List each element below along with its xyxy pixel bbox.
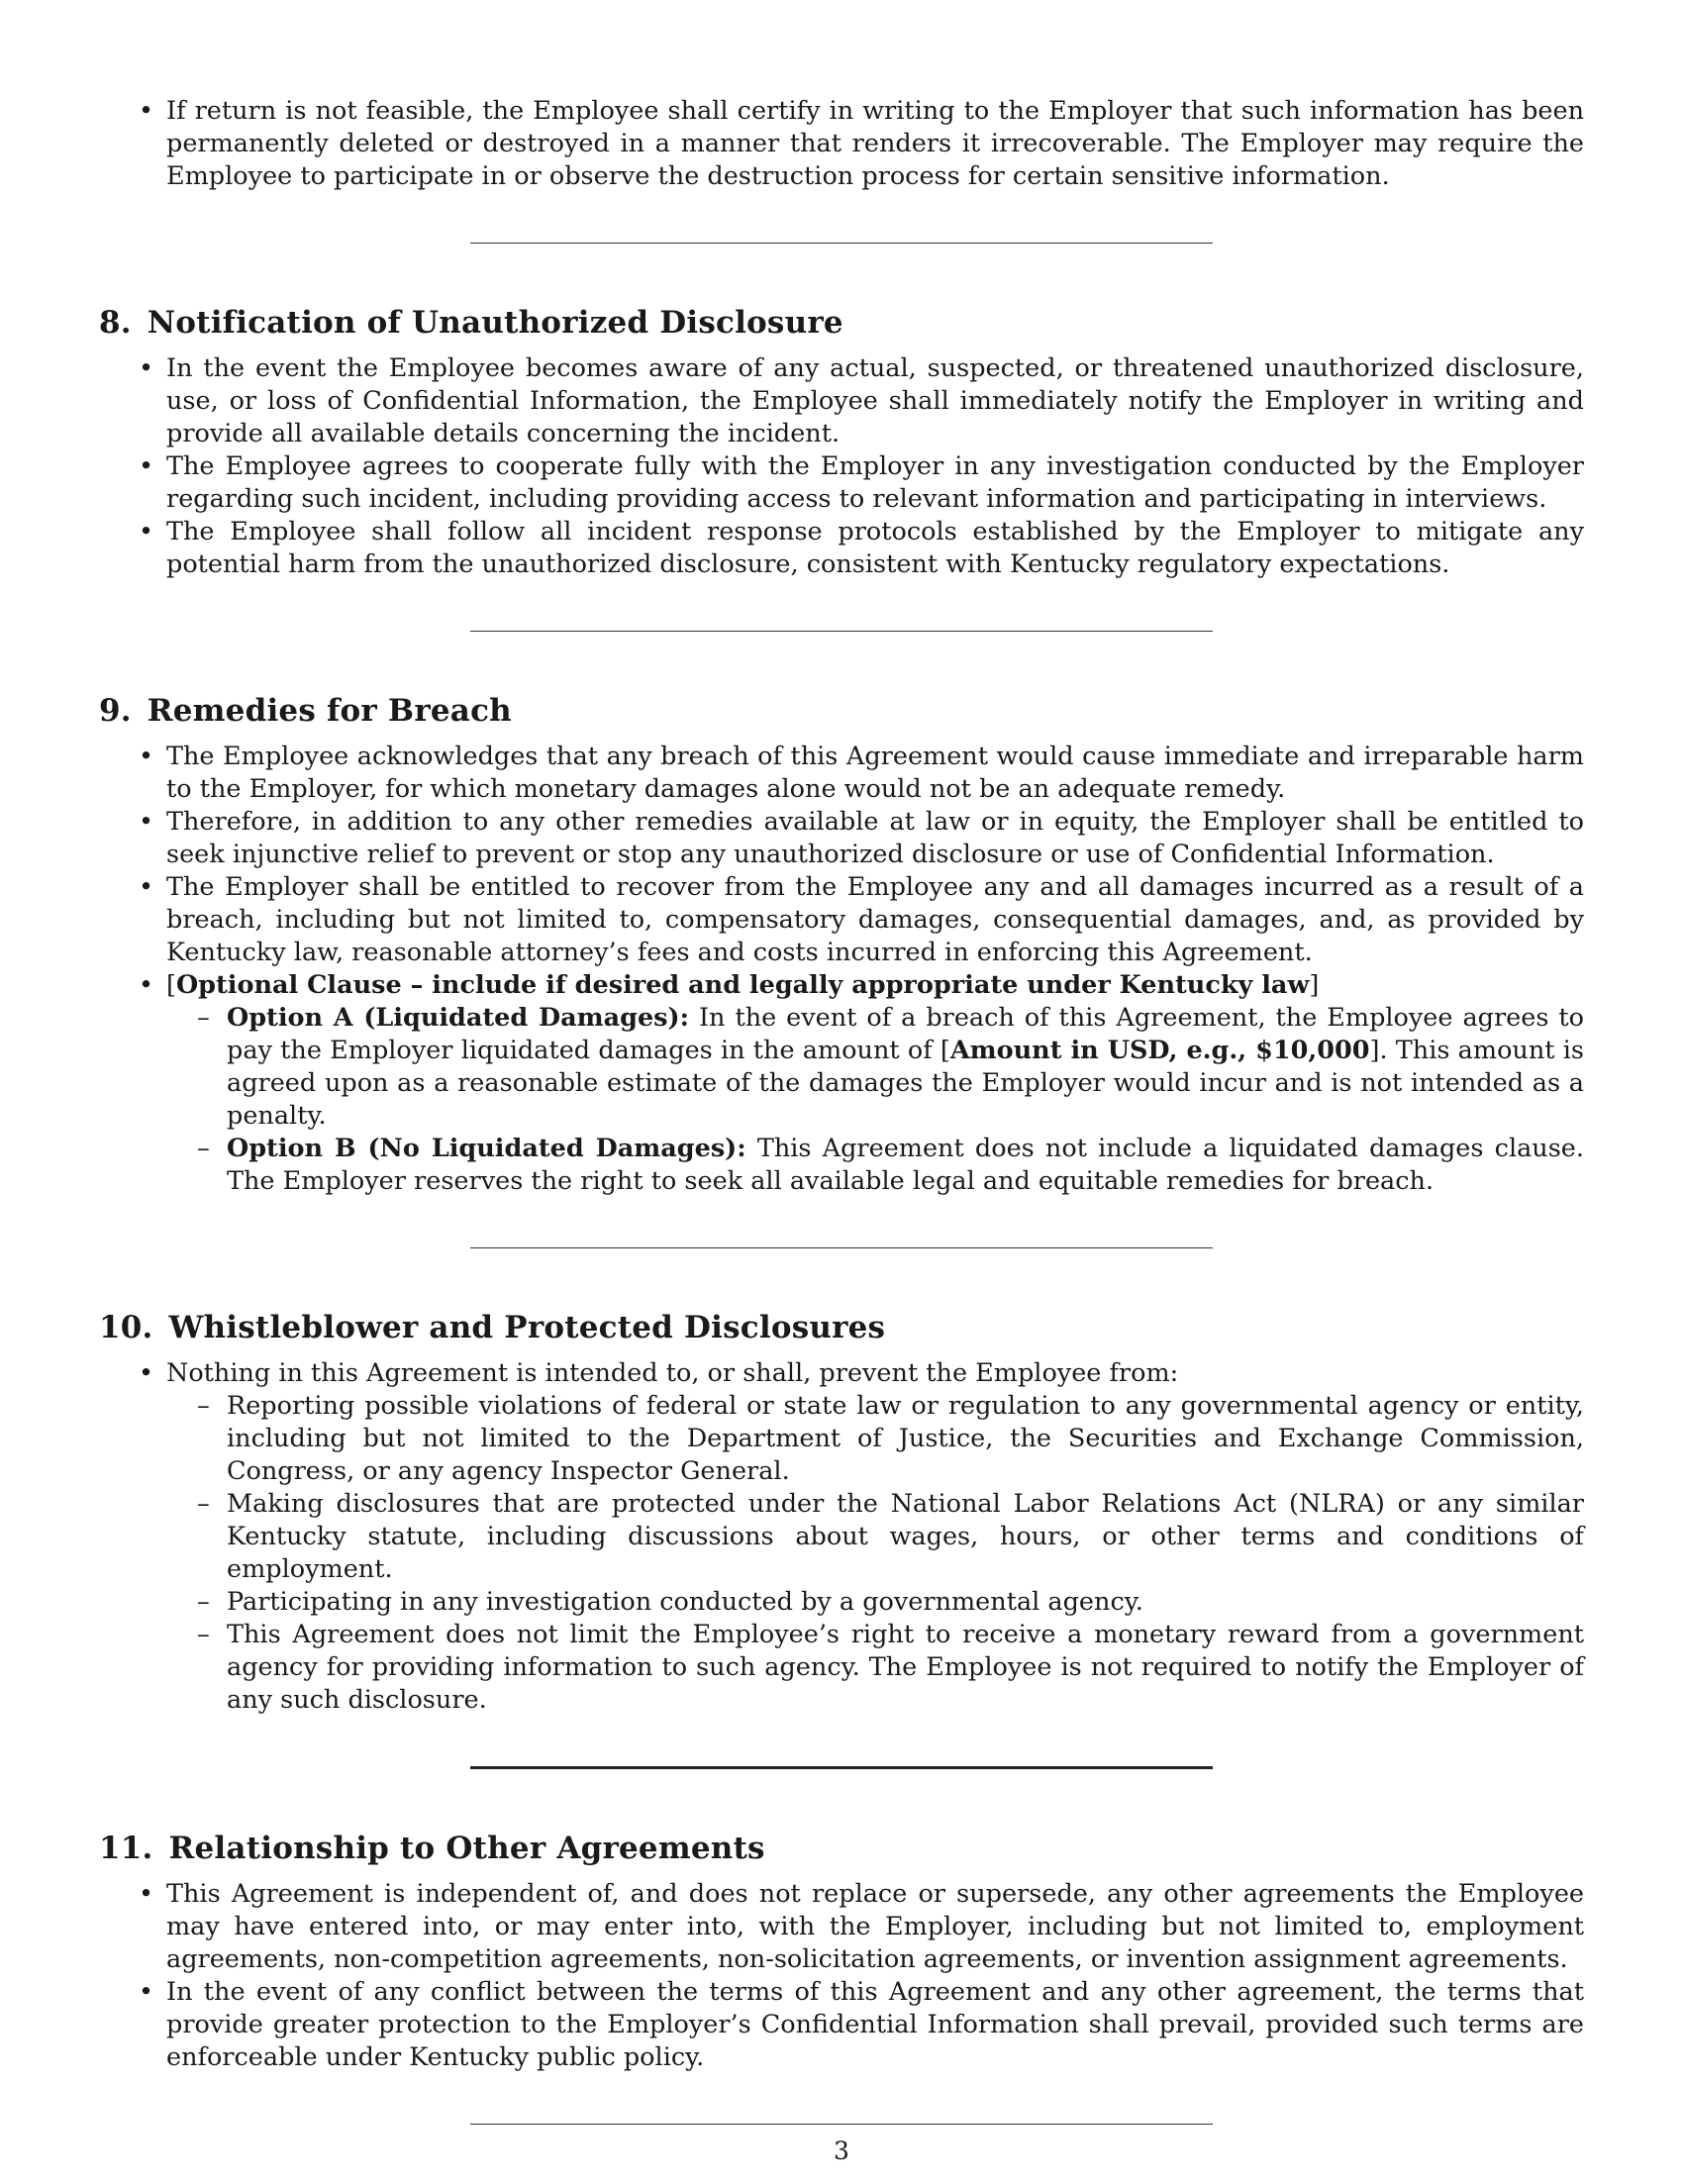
option-a-label: Option A (Liquidated Damages):: [227, 1003, 690, 1033]
section-heading-10: [99, 1308, 1584, 1347]
section-divider: [470, 1247, 1213, 1248]
section-heading-8: [99, 303, 1584, 343]
section-number: 10.: [99, 1310, 153, 1345]
bullet-item: • The Employee acknowledges that any breach of this Agreement would cause immediate and irreparable harm to the Employer, for which monetary damages alone would not be an adequate remedy.: [99, 741, 1584, 806]
section-8-bullet-list: [99, 352, 1584, 581]
section-title: Relationship to Other Agreements: [168, 1831, 765, 1866]
option-b-item: [166, 1133, 1584, 1198]
option-a-item: [166, 1002, 1584, 1133]
open-bracket: [: [166, 970, 176, 1000]
option-b-text: This Agreement does not include a liquidated damages clause. The Employer reserves the right to seek all available legal and equitable remedies for breach.: [227, 1134, 1585, 1196]
option-b-label: Option B (No Liquidated Damages):: [227, 1134, 746, 1163]
section-title: Remedies for Breach: [147, 693, 512, 729]
bullet-item: • This Agreement is independent of, and does not replace or supersede, any other agreements the Employee may have entered into, or may enter into, with the Employer, including but not limited to, employment agreements, non-competition agreements, non-solicitation agreements, or invention assignment agreements.: [99, 1878, 1584, 1976]
section-title: Notification of Unauthorized Disclosure: [147, 305, 843, 341]
protected-disclosure-list: [166, 1390, 1584, 1717]
section-title: Whistleblower and Protected Disclosures: [168, 1310, 886, 1345]
section-number: 11.: [99, 1831, 153, 1866]
bullet-item: • The Employee agrees to cooperate fully with the Employer in any investigation conducted by the Employer regarding such incident, including providing access to relevant information and participating in interviews.: [99, 450, 1584, 516]
section-11-bullet-list: [99, 1878, 1584, 2074]
bullet-item: • If return is not feasible, the Employee shall certify in writing to the Employer that such information has been permanently deleted or destroyed in a manner that renders it irrecoverable. The Employer may require the Employee to participate in or observe the destruction process for certain sensitive information.: [99, 95, 1584, 193]
section-10-intro: Nothing in this Agreement is intended to, or shall, prevent the Employee from:: [166, 1358, 1179, 1388]
option-a-text-after: . This amount is agreed upon as a reasonable estimate of the damages the Employer would incur and is not intended as a penalty.: [227, 1036, 1584, 1131]
optional-clause-label: Optional Clause – include if desired and legally appropriate under Kentucky law: [175, 970, 1310, 1000]
sub-item: – Participating in any investigation conducted by a governmental agency.: [166, 1586, 1584, 1619]
section-number: 8.: [99, 305, 132, 341]
section-divider: [470, 631, 1213, 632]
bullet-item: • In the event the Employee becomes aware of any actual, suspected, or threatened unauthorized disclosure, use, or loss of Confidential Information, the Employee shall immediately notify the Employer in writing and provide all available details concerning the incident.: [99, 352, 1584, 450]
bullet-item: • In the event of any conflict between the terms of this Agreement and any other agreement, the terms that provide greater protection to the Employer’s Confidential Information shall prevail, provided such terms are enforceable under Kentucky public policy.: [99, 1976, 1584, 2074]
sub-item: – Making disclosures that are protected under the National Labor Relations Act (NLRA) or any similar Kentucky statute, including discussions about wages, hours, or other terms and conditions of employment.: [166, 1488, 1584, 1586]
sub-item: – Reporting possible violations of federal or state law or regulation to any governmental agency or entity, including but not limited to the Department of Justice, the Securities and Exchange Commission, Congress, or any agency Inspector General.: [166, 1390, 1584, 1488]
section-divider: [470, 2124, 1213, 2125]
optional-clause-item: [99, 969, 1584, 1198]
option-a-text: In the event of a breach of this Agreement, the Employee agrees to pay the Employer liquidated damages in the amount of: [227, 1003, 1584, 1065]
amount-open-bracket: [: [940, 1036, 950, 1065]
bullet-item: • The Employee shall follow all incident response protocols established by the Employer to mitigate any potential harm from the unauthorized disclosure, consistent with Kentucky regulatory expectations.: [99, 516, 1584, 581]
close-bracket: ]: [1309, 970, 1320, 1000]
optional-clause-options: [166, 1002, 1584, 1198]
amount-placeholder: Amount in USD, e.g., $10,000: [949, 1036, 1370, 1065]
bullet-item: [99, 1357, 1584, 1717]
section-heading-9: [99, 691, 1584, 731]
section-10-bullet-list: [99, 1357, 1584, 1717]
section-number: 9.: [99, 693, 132, 729]
section-heading-11: [99, 1829, 1584, 1868]
continued-bullet-list: [99, 95, 1584, 193]
section-divider: [470, 243, 1213, 244]
bullet-item: • The Employer shall be entitled to recover from the Employee any and all damages incurred as a result of a breach, including but not limited to, compensatory damages, consequential damages, and, as provided by Kentucky law, reasonable attorney’s fees and costs incurred in enforcing this Agreement.: [99, 871, 1584, 969]
page-number: 3: [834, 2136, 849, 2165]
section-9-bullet-list: [99, 741, 1584, 1198]
sub-item: – This Agreement does not limit the Employee’s right to receive a monetary reward from a government agency for providing information to such agency. The Employee is not required to notify the Employer of any such disclosure.: [166, 1619, 1584, 1717]
section-divider: [470, 1766, 1213, 1769]
document-page: [99, 95, 1584, 2184]
amount-close-bracket: ]: [1369, 1036, 1380, 1065]
bullet-item: • Therefore, in addition to any other remedies available at law or in equity, the Employer shall be entitled to seek injunctive relief to prevent or stop any unauthorized disclosure or use of Confidential Information.: [99, 806, 1584, 871]
